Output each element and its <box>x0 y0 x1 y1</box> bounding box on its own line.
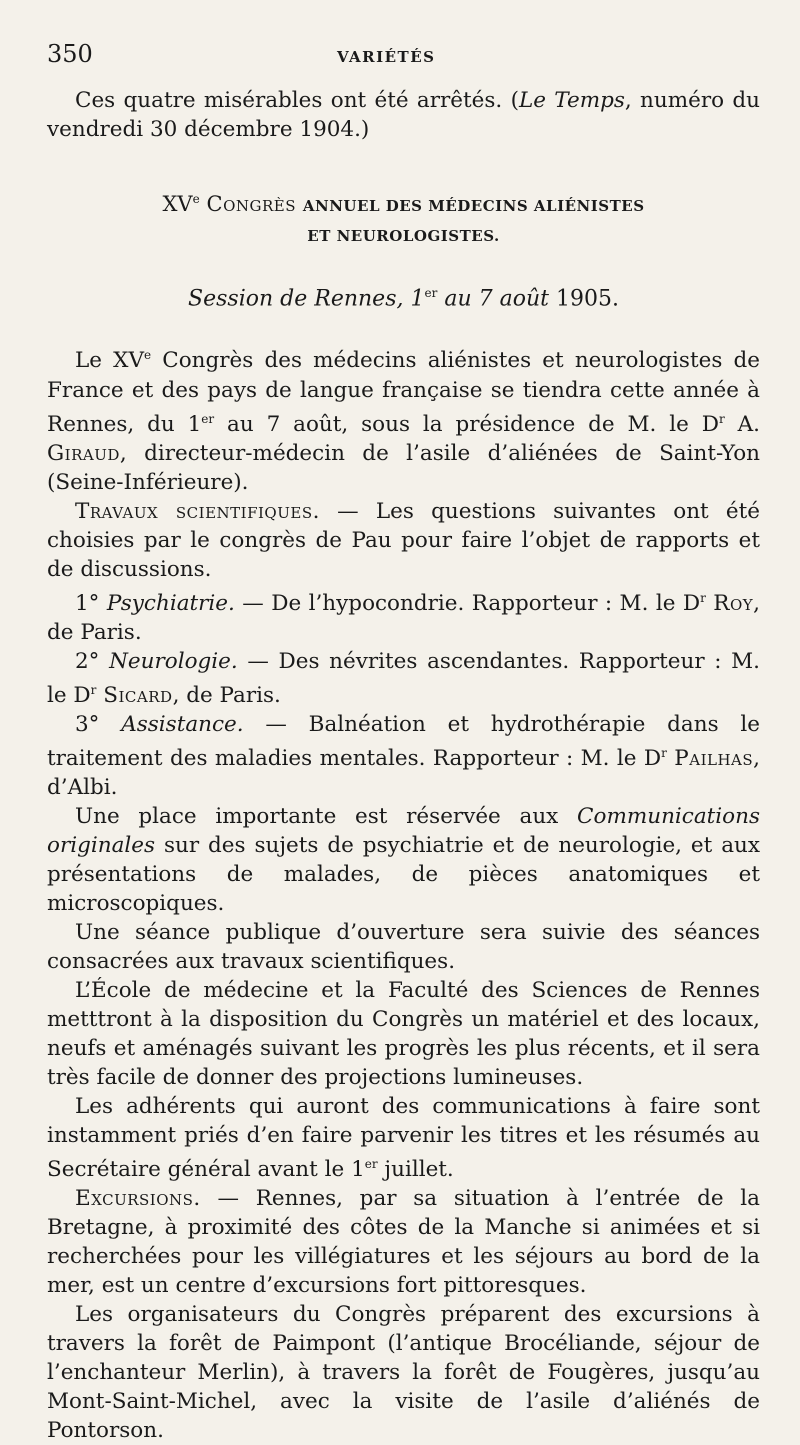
q1-number: 1° <box>75 590 107 616</box>
travaux-text: — Les questions suivantes ont été choisies par le congrès de Pau pour faire l’objet de rapports et de discussions. <box>47 498 760 582</box>
section-numeral-sup: e <box>192 192 200 206</box>
q3-end: , d’Albi. <box>47 746 760 801</box>
section-numeral: XV <box>162 192 193 217</box>
q3-number: 3° <box>75 712 122 738</box>
q3-text: — Balnéation et hydrothérapie dans le traitement des maladies mentales. Rapporteur : M. le D <box>47 712 760 772</box>
president-name: Giraud <box>47 440 120 466</box>
p5-b: juillet. <box>377 1157 454 1183</box>
q1-topic: Psychiatrie. <box>106 590 235 616</box>
q3-sup: r <box>661 746 667 761</box>
p1-d: A. <box>724 411 760 437</box>
q1-text: — De l’hypocondrie. Rapporteur : M. le D <box>234 590 701 616</box>
paragraph-adherents <box>47 1092 760 1184</box>
p1-c: au 7 août, sous la présidence de M. le D <box>214 411 719 437</box>
question-2 <box>47 647 760 710</box>
p1-a: Le XV <box>75 348 144 374</box>
section-title <box>47 184 760 251</box>
p5-a: Les adhérents qui auront des communications à faire sont instamment priés d’en faire parvenir les titres et les résumés au Secrétaire général avant le 1 <box>47 1094 760 1183</box>
paragraph-seance: Une séance publique d’ouverture sera suivie des séances consacrées aux travaux scientifiques. <box>47 920 760 975</box>
intro-paragraph <box>47 86 760 144</box>
q2-rapporteur: Sicard <box>103 683 173 709</box>
q1-rapporteur: Roy <box>713 590 754 616</box>
p2-a: Une place importante est réservée aux <box>75 804 578 830</box>
section-title-line-2: ET NEUROLOGISTES. <box>307 227 500 246</box>
paragraph-excursions <box>47 1184 760 1300</box>
p1-b: Congrès des médecins aliénistes et neurologistes de France et des pays de langue française se tiendra cette année à Rennes, du 1 <box>47 348 760 437</box>
session-start: Session de Rennes, 1 <box>188 286 425 312</box>
question-1 <box>47 584 760 647</box>
q2-sup: r <box>90 682 97 697</box>
q1-sup: r <box>700 590 706 605</box>
q2-end: , de Paris. <box>172 683 281 709</box>
paragraph-organisateurs: Les organisateurs du Congrès préparent des excursions à travers la forêt de Paimpont (l’antique Brocéliande, séjour de l’enchanteur Merlin), à travers la forêt de Fougères, jusqu’au Mont-Saint-Michel, avec la visite de l’asile d’aliénés de Pontorson. <box>47 1302 760 1444</box>
excursions-text: — Rennes, par sa situation à l’entrée de la Bretagne, à proximité des côtes de la Manche si animées et si recherchées pour les villégiatures et les séjours au bord de la mer, est un centre d’excursions fort pittoresques. <box>47 1186 760 1299</box>
source-title: Le Temps <box>518 88 625 113</box>
q3-rapporteur: Pailhas <box>674 746 754 772</box>
section-congres: Congrès <box>206 192 297 217</box>
section-title-rest: ANNUEL DES MÉDECINS ALIÉNISTES <box>302 197 645 216</box>
running-head: VARIÉTÉS <box>337 48 436 66</box>
p2-italic: Communications originales <box>47 804 760 859</box>
paragraph-ecole: L’École de médecine et la Faculté des Sciences de Rennes metttront à la disposition du Congrès un matériel et des locaux, neufs et aménagés suivant les progrès les plus récents, et il sera très facile de donner des projections lumineuses. <box>47 978 760 1091</box>
page-number: 350 <box>47 40 93 68</box>
p1-e: , directeur-médecin de l’asile d’aliénées de Saint-Yon (Seine-Inférieure). <box>47 440 760 495</box>
session-sup: er <box>424 286 438 301</box>
source-detail: , numéro du vendredi 30 décembre 1904.) <box>47 88 760 142</box>
question-3 <box>47 710 760 802</box>
q2-text: — Des névrites ascendantes. Rapporteur : M. le D <box>47 648 760 709</box>
session-line <box>47 279 760 313</box>
p2-b: sur des sujets de psychiatrie et de neurologie, et aux présentations de malades, de pièces anatomiques et microscopiques. <box>47 833 760 917</box>
p1-a-sup: e <box>144 348 152 363</box>
p1-b-sup: er <box>201 411 215 426</box>
intro-text: Ces quatre misérables ont été arrêtés. ( <box>75 88 519 113</box>
session-year: 1905. <box>555 286 619 312</box>
q1-end: , de Paris. <box>47 590 760 645</box>
section-title-line-1 <box>47 184 760 221</box>
excursions-label: Excursions. <box>75 1186 201 1212</box>
p1-c-sup: r <box>718 411 725 426</box>
paragraph-travaux <box>47 497 760 584</box>
paragraph-communications <box>47 802 760 918</box>
travaux-label: Travaux scientifiques. <box>75 498 320 524</box>
page-header <box>47 40 760 74</box>
q3-topic: Assistance. <box>121 712 244 738</box>
q2-topic: Neurologie. <box>109 648 238 674</box>
paragraph-congress <box>47 341 760 496</box>
p5-sup: er <box>364 1157 378 1172</box>
session-mid: au 7 août <box>437 286 556 312</box>
q2-number: 2° <box>75 648 110 674</box>
